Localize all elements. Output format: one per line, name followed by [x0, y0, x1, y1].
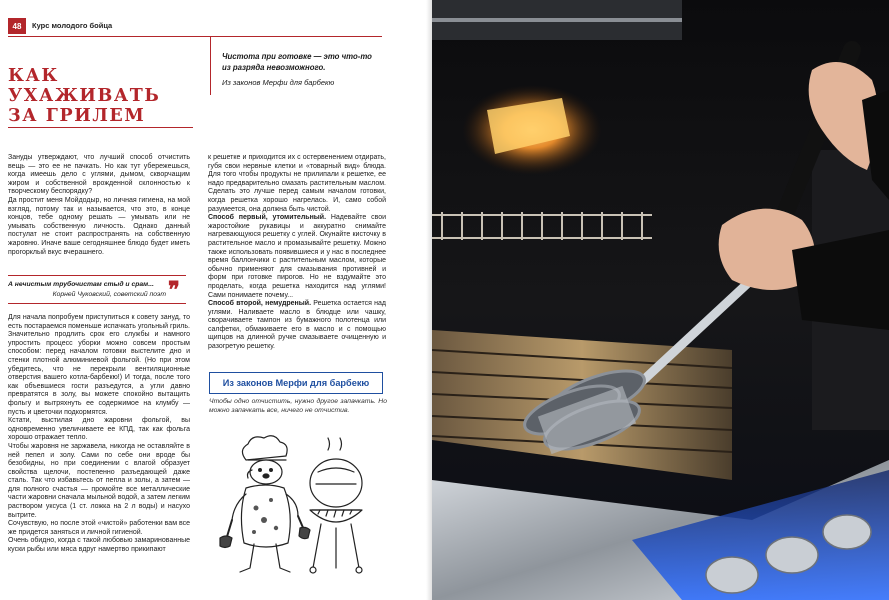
- paragraph: Сочувствую, но после этой «чистой» работенки вам все же придется заняться и личной гигиеной.: [8, 520, 190, 536]
- quote-text: А нечистым трубочистам стыд и срам...: [8, 281, 154, 288]
- title-separator: [8, 127, 193, 128]
- paragraph: Зануды утверждают, что лучший способ отчистить вещь — это ее не пачкать. Но как тут убережешься, когда имеешь дело с углями, дымом, скворчащим жиром и собственной врожденной склонностью к творческому беспорядку?: [8, 154, 190, 196]
- method-1-text: Надевайте свои жаростойкие рукавицы и аккуратно снимайте нагревающуюся решетку с углей. Окунайте кисточку в растительное масло и промазывайте решетку. Можно также использовать появившиеся и у нас в последнее время баллончики с растительным маслом, которые обычно применяют для смазывания противней и форм при готовке пирогов. Но не вздумайте это проделать, когда решетка находится над углями! Сами понимаете почему...: [208, 214, 387, 299]
- page-number: 48: [8, 18, 26, 34]
- paragraph: Очень обидно, когда с такой любовью замаринованные куски рыбы или мяса вдруг намертво прикипают: [8, 537, 190, 554]
- method-2-label: Способ второй, немудреный.: [208, 300, 312, 308]
- quote-rule-top: [8, 275, 186, 276]
- paragraph: Чтобы жаровня не заржавела, никогда не оставляйте в ней пепел и золу. Сами по себе они вроде бы безобидны, но при соединении с влагой образует свойства щелочи, постепенно разъедающей даже сталь. Так что избавьтесь от пепла и золы, а затем — для полного счастья — промойте все металлические части жаровни сначала мыльной водой, а затем легким раствором уксуса (1 ст. ложка на 2 л воды) и насухо вытрите.: [8, 442, 190, 519]
- body-column-1-top: [8, 154, 190, 257]
- article-title: [8, 66, 208, 126]
- epigraph-rule: [210, 37, 211, 95]
- title-line-1: КАК УХАЖИВАТЬ: [8, 66, 161, 106]
- epigraph-text: Чистота при готовке — это что-то из разряда невозможного.: [222, 52, 372, 72]
- epigraph-source: Из законов Мерфи для барбекю: [222, 78, 335, 87]
- method-1-label: Способ первый, утомительный.: [208, 214, 327, 222]
- paragraph: Кстати, выстилая дно жаровни фольгой, вы одновременно увеличиваете ее КПД, так как фольга хорошо отражает тепло.: [8, 417, 190, 442]
- quote-rule-bottom: [8, 303, 186, 304]
- paragraph: Да простит меня Мойдодыр, но личная гигиена, на мой взгляд, потому так и называется, что это, в конце концов, тебе одному решать — умывать или не умывать собственную личность. Однако данный постулат не стоит распространять на собственную жаровню. Иначе ваше сегодняшнее блюдо будет иметь прогорклый вкус вчерашнего.: [8, 196, 190, 256]
- cartoon-cook-illustration: [216, 428, 386, 588]
- paragraph: к решетке и приходится их с остервенением отдирать, губя свои нервные клетки и «товарный вид» блюда. Для того чтобы продукты не прилипали к решетке, ее надо предварительно смазать растительным маслом. Сделать это лучше перед самым началом готовки, когда решетка хорошо нагрелась. И, само собой разумеется, она должна быть чистой.: [208, 154, 386, 213]
- section-name: Курс молодого бойца: [32, 21, 113, 30]
- body-column-1-bottom: [8, 314, 190, 555]
- murphy-title-box: Из законов Мерфи для барбекю: [209, 372, 383, 394]
- paragraph: [208, 214, 386, 300]
- paragraph: [208, 300, 386, 352]
- paragraph: Для начала попробуем приступиться к совету зануд, то есть постараемся поменьше испачкать угольный гриль. Значительно продлить срок его службы и намного упростить процесс уборки можно совсем простым способом: перед началом готовки выстелите дно и стенки плотной алюминиевой фольгой. (Но при этом убедитесь, что не перекрыли вентиляционные отверстия вашего котла-барбекю!) И тогда, после того как объевшиеся гости разъедутся, а угли давно превратятся в золу, вы можете спокойно вытащить фольгу и вытряхнуть ее содержимое на клумбу — пусть и цветочки подкормятся.: [8, 314, 190, 416]
- grill-cleaning-photo: [432, 0, 889, 600]
- quote-mark-icon: ❞: [168, 277, 180, 303]
- header-rule: [8, 36, 382, 37]
- quote-author: Корней Чуковский, советский поэт: [52, 291, 166, 298]
- murphy-text: Чтобы одно отчистить, нужно другое запачкать. Но можно запачкать все, ничего не отчистив.: [209, 398, 387, 414]
- left-page: [0, 0, 432, 600]
- body-column-2: [208, 154, 386, 352]
- title-line-2: ЗА ГРИЛЕМ: [8, 106, 146, 126]
- method-2-text: Решетка остается над углями. Наливаете масло в блюдце или чашку, сворачиваете тампон из бумажного полотенца или салфетки, обмакиваете его в масло и с помощью щипцов на длинной ручке смазываете очищенную и разогретую решетку.: [208, 300, 386, 351]
